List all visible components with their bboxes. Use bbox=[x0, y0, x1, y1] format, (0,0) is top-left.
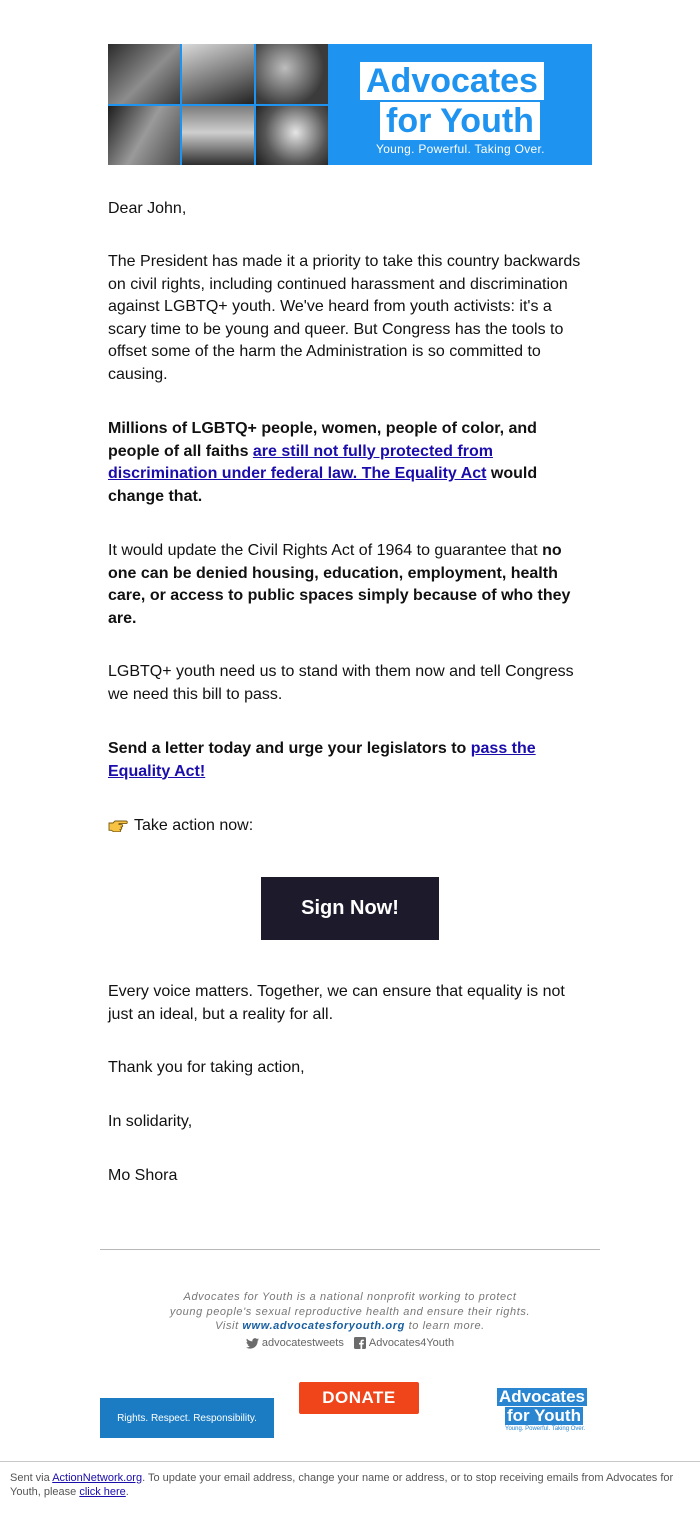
actionnetwork-link[interactable]: ActionNetwork.org bbox=[52, 1472, 143, 1484]
advocates-logo bbox=[360, 62, 562, 140]
logo-text-line2: for Youth bbox=[380, 102, 540, 140]
rights-respect-badge[interactable]: Rights. Respect. Responsibility. bbox=[100, 1398, 274, 1438]
paragraph-intro: The President has made it a priority to take this country backwards on civil rights, including continued harassment and discrimination against LGBTQ+ youth. We've heard from youth activists: it's a scary time to be young and queer. But Congress has the tools to offset some of the harm the Administration is so committed to causing. bbox=[108, 253, 581, 383]
visit-suffix: to learn more. bbox=[404, 1320, 485, 1332]
collage-photo bbox=[256, 44, 328, 104]
bold-text: would change that. bbox=[108, 465, 538, 505]
collage-photo bbox=[182, 106, 254, 165]
thanks-line: Thank you for taking action, bbox=[108, 1059, 305, 1076]
greeting: Dear John, bbox=[108, 200, 187, 217]
sign-now-button[interactable]: Sign Now! bbox=[261, 877, 439, 940]
facebook-link[interactable] bbox=[354, 1337, 454, 1349]
website-link[interactable]: www.advocatesforyouth.org bbox=[242, 1320, 405, 1332]
footer-about bbox=[100, 1290, 600, 1334]
equality-act-link[interactable]: pass the Equality Act! bbox=[108, 740, 536, 780]
photo-collage bbox=[108, 44, 326, 165]
take-action-line bbox=[108, 815, 588, 838]
footer-logo-tagline: Young. Powerful. Taking Over. bbox=[505, 1426, 586, 1432]
sent-via-notice bbox=[10, 1471, 690, 1499]
bold-text: no one can be denied housing, education, employment, health care, or access to public spaces simply because of who they are. bbox=[108, 542, 571, 627]
donate-button[interactable]: DONATE bbox=[299, 1382, 419, 1414]
take-action-text: Take action now: bbox=[134, 817, 254, 834]
logo-text-line1: Advocates bbox=[360, 62, 544, 100]
footer-about-line1: Advocates for Youth is a national nonprofit working to protect bbox=[183, 1291, 517, 1303]
collage-photo bbox=[108, 44, 180, 104]
visit-prefix: Visit bbox=[215, 1320, 243, 1332]
paragraph-every-voice: Every voice matters. Together, we can ensure that equality is not just an ideal, but a reality for all. bbox=[108, 983, 565, 1023]
pointing-hand-icon bbox=[108, 818, 128, 832]
signature: Mo Shora bbox=[108, 1167, 178, 1184]
bold-text: Send a letter today and urge your legislators to bbox=[108, 740, 471, 757]
paragraph-protection bbox=[108, 418, 588, 508]
footer-logo[interactable] bbox=[497, 1388, 591, 1435]
paragraph-civil-rights bbox=[108, 540, 588, 630]
social-links bbox=[100, 1337, 600, 1349]
closing-line: In solidarity, bbox=[108, 1113, 193, 1130]
twitter-icon bbox=[246, 1338, 259, 1349]
paragraph-youth: LGBTQ+ youth need us to stand with them now and tell Congress we need this bill to pass. bbox=[108, 663, 574, 703]
footer-visit-line bbox=[100, 1319, 600, 1334]
collage-photo bbox=[108, 106, 180, 165]
paragraph-send-letter bbox=[108, 738, 588, 783]
bottom-divider bbox=[0, 1461, 700, 1462]
discrimination-link[interactable]: are still not fully protected from discrimination under federal law. The Equality Act bbox=[108, 442, 493, 482]
sent-prefix: Sent via bbox=[10, 1472, 53, 1484]
footer-divider bbox=[100, 1249, 600, 1250]
facebook-handle: Advocates4Youth bbox=[368, 1337, 455, 1349]
twitter-link[interactable] bbox=[246, 1337, 344, 1349]
sent-middle: . To update your email address, change your name or address, or to stop receiving emails from Advocates for Youth, please bbox=[10, 1472, 674, 1498]
facebook-icon bbox=[354, 1337, 366, 1349]
footer-logo-line1: Advocates bbox=[499, 1387, 585, 1406]
logo-tagline: Young. Powerful. Taking Over. bbox=[376, 142, 545, 156]
twitter-handle: advocatestweets bbox=[261, 1337, 344, 1349]
collage-photo bbox=[182, 44, 254, 104]
plain-text: It would update the Civil Rights Act of 1964 to guarantee that bbox=[108, 542, 543, 559]
footer-logo-line2: for Youth bbox=[507, 1406, 581, 1425]
sent-suffix: . bbox=[125, 1486, 129, 1498]
bold-text: Millions of LGBTQ+ people, women, people of color, and people of all faiths bbox=[108, 420, 537, 460]
unsubscribe-link[interactable]: click here bbox=[79, 1486, 126, 1498]
collage-photo bbox=[256, 106, 328, 165]
header-banner bbox=[108, 44, 592, 165]
footer-about-line2: young people's sexual reproductive health and ensure their rights. bbox=[169, 1305, 531, 1318]
